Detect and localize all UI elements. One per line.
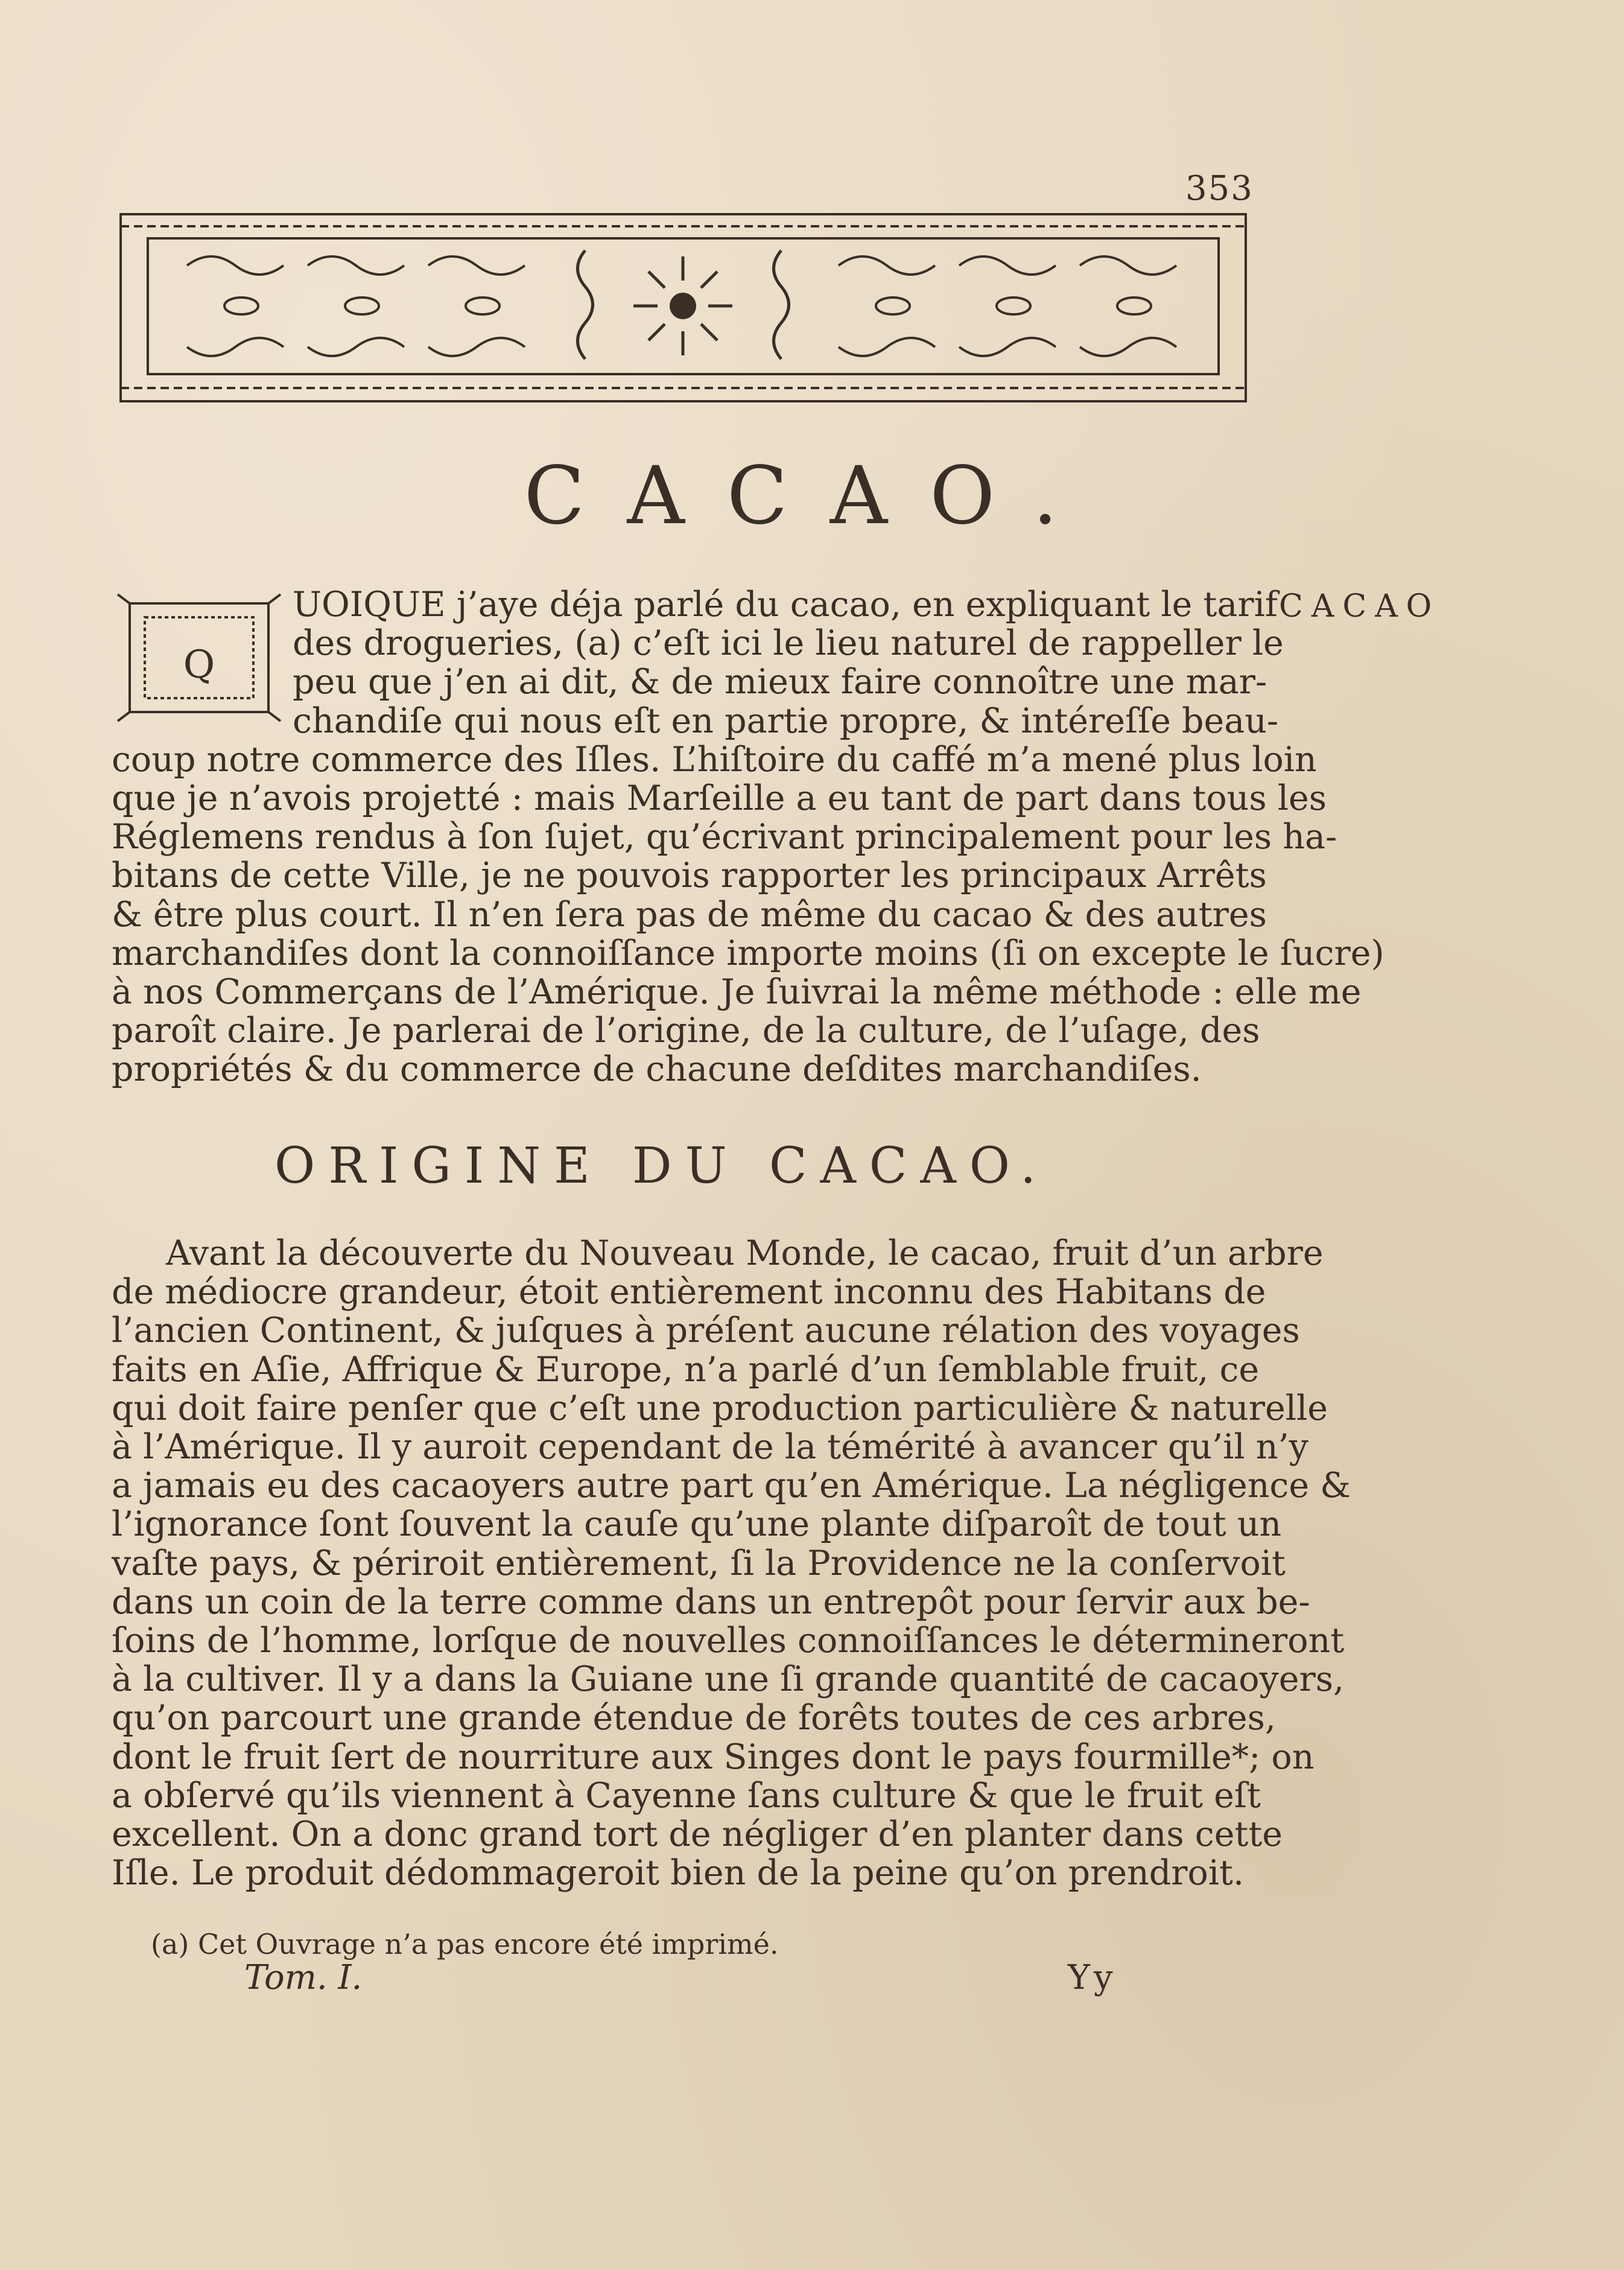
intro-line: peu que j’en ai dit, & de mieux faire connoître une mar- [293, 662, 1267, 702]
body-line: Avant la découverte du Nouveau Monde, le cacao, fruit d’un arbre [166, 1233, 1324, 1273]
body-line: dans un coin de la terre comme dans un entrepôt pour ſervir aux be- [112, 1582, 1310, 1622]
volume-signature: Tom. I. [244, 1958, 363, 1997]
body-line: excellent. On a donc grand tort de négliger d’en planter dans cette [112, 1814, 1283, 1855]
intro-line: marchandiſes dont la connoiſſance importe moins (ſi on excepte le ſucre) [112, 933, 1385, 973]
header-ornament [115, 202, 1252, 416]
body-line: Iſle. Le produit dédommageroit bien de la peine qu’on prendroit. [112, 1853, 1245, 1893]
intro-line: paroît claire. Je parlerai de l’origine, de la culture, de l’uſage, des [112, 1011, 1260, 1051]
section-heading: ORIGINE DU CACAO. [274, 1137, 1050, 1195]
intro-line: & être plus court. Il n’en ſera pas de même du cacao & des autres [112, 894, 1267, 935]
body-line: vaſte pays, & périroit entièrement, ſi la Providence ne la conſervoit [112, 1543, 1286, 1583]
intro-line: coup notre commerce des Iſles. L’hiſtoire du caffé m’a mené plus loin [112, 739, 1317, 780]
margin-note: CACAO [1279, 588, 1441, 625]
body-line: dont le fruit ſert de nourriture aux Singes dont le pays fourmille*; on [112, 1737, 1315, 1777]
body-line: ſoins de l’homme, lorſque de nouvelles connoiſſances le détermineront [112, 1621, 1345, 1661]
body-line: qui doit faire penſer que c’eſt une production particulière & naturelle [112, 1388, 1328, 1428]
gathering-signature: Yy [1068, 1958, 1117, 1997]
body-line: qu’on parcourt une grande étendue de forêts toutes de ces arbres, [112, 1698, 1276, 1738]
body-line: à l’Amérique. Il y auroit cependant de la témérité à avancer qu’il n’y [112, 1427, 1308, 1467]
body-line: l’ignorance ſont ſouvent la cauſe qu’une plante diſparoît de tout un [112, 1504, 1282, 1545]
intro-line: propriétés & du commerce de chacune deſdites marchandiſes. [112, 1049, 1202, 1090]
intro-line: des drogueries, (a) c’eſt ici le lieu naturel de rappeller le [293, 623, 1284, 664]
body-paragraph [112, 1233, 1351, 1893]
intro-line: chandiſe qui nous eſt en partie propre, & intéreſſe beau- [293, 701, 1279, 741]
body-line: à la cultiver. Il y a dans la Guiane une ſi grande quantité de cacaoyers, [112, 1659, 1345, 1700]
body-line: faits en Aſie, Affrique & Europe, n’a parlé d’un ſemblable fruit, ce [112, 1349, 1260, 1390]
intro-line: bitans de cette Ville, je ne pouvois rapporter les principaux Arrêts [112, 856, 1267, 896]
drop-cap-letter: Q [183, 643, 215, 687]
footnote: (a) Cet Ouvrage n’a pas encore été imprimé. [151, 1928, 779, 1960]
intro-line: que je n’avois projetté : mais Marſeille a eu tant de part dans tous les [112, 778, 1327, 819]
intro-line: à nos Commerçans de l’Amérique. Je ſuivrai la même méthode : elle me [112, 972, 1362, 1013]
page-number: 353 [1185, 169, 1254, 208]
body-line: de médiocre grandeur, étoit entièrement inconnu des Habitans de [112, 1272, 1266, 1312]
intro-line: UOIQUE j’aye déja parlé du cacao, en expliquant le tarif [293, 585, 1278, 625]
intro-paragraph [112, 585, 1385, 1090]
body-line: a obſervé qu’ils viennent à Cayenne ſans culture & que le fruit eſt [112, 1775, 1261, 1816]
intro-line: Réglemens rendus à ſon ſujet, qu’écrivant principalement pour les ha- [112, 817, 1337, 857]
body-line: a jamais eu des cacaoyers autre part qu’en Amérique. La négligence & [112, 1466, 1351, 1506]
page-title: CACAO. [524, 450, 1100, 542]
body-line: l’ancien Continent, & juſques à préſent aucune rélation des voyages [112, 1311, 1300, 1351]
